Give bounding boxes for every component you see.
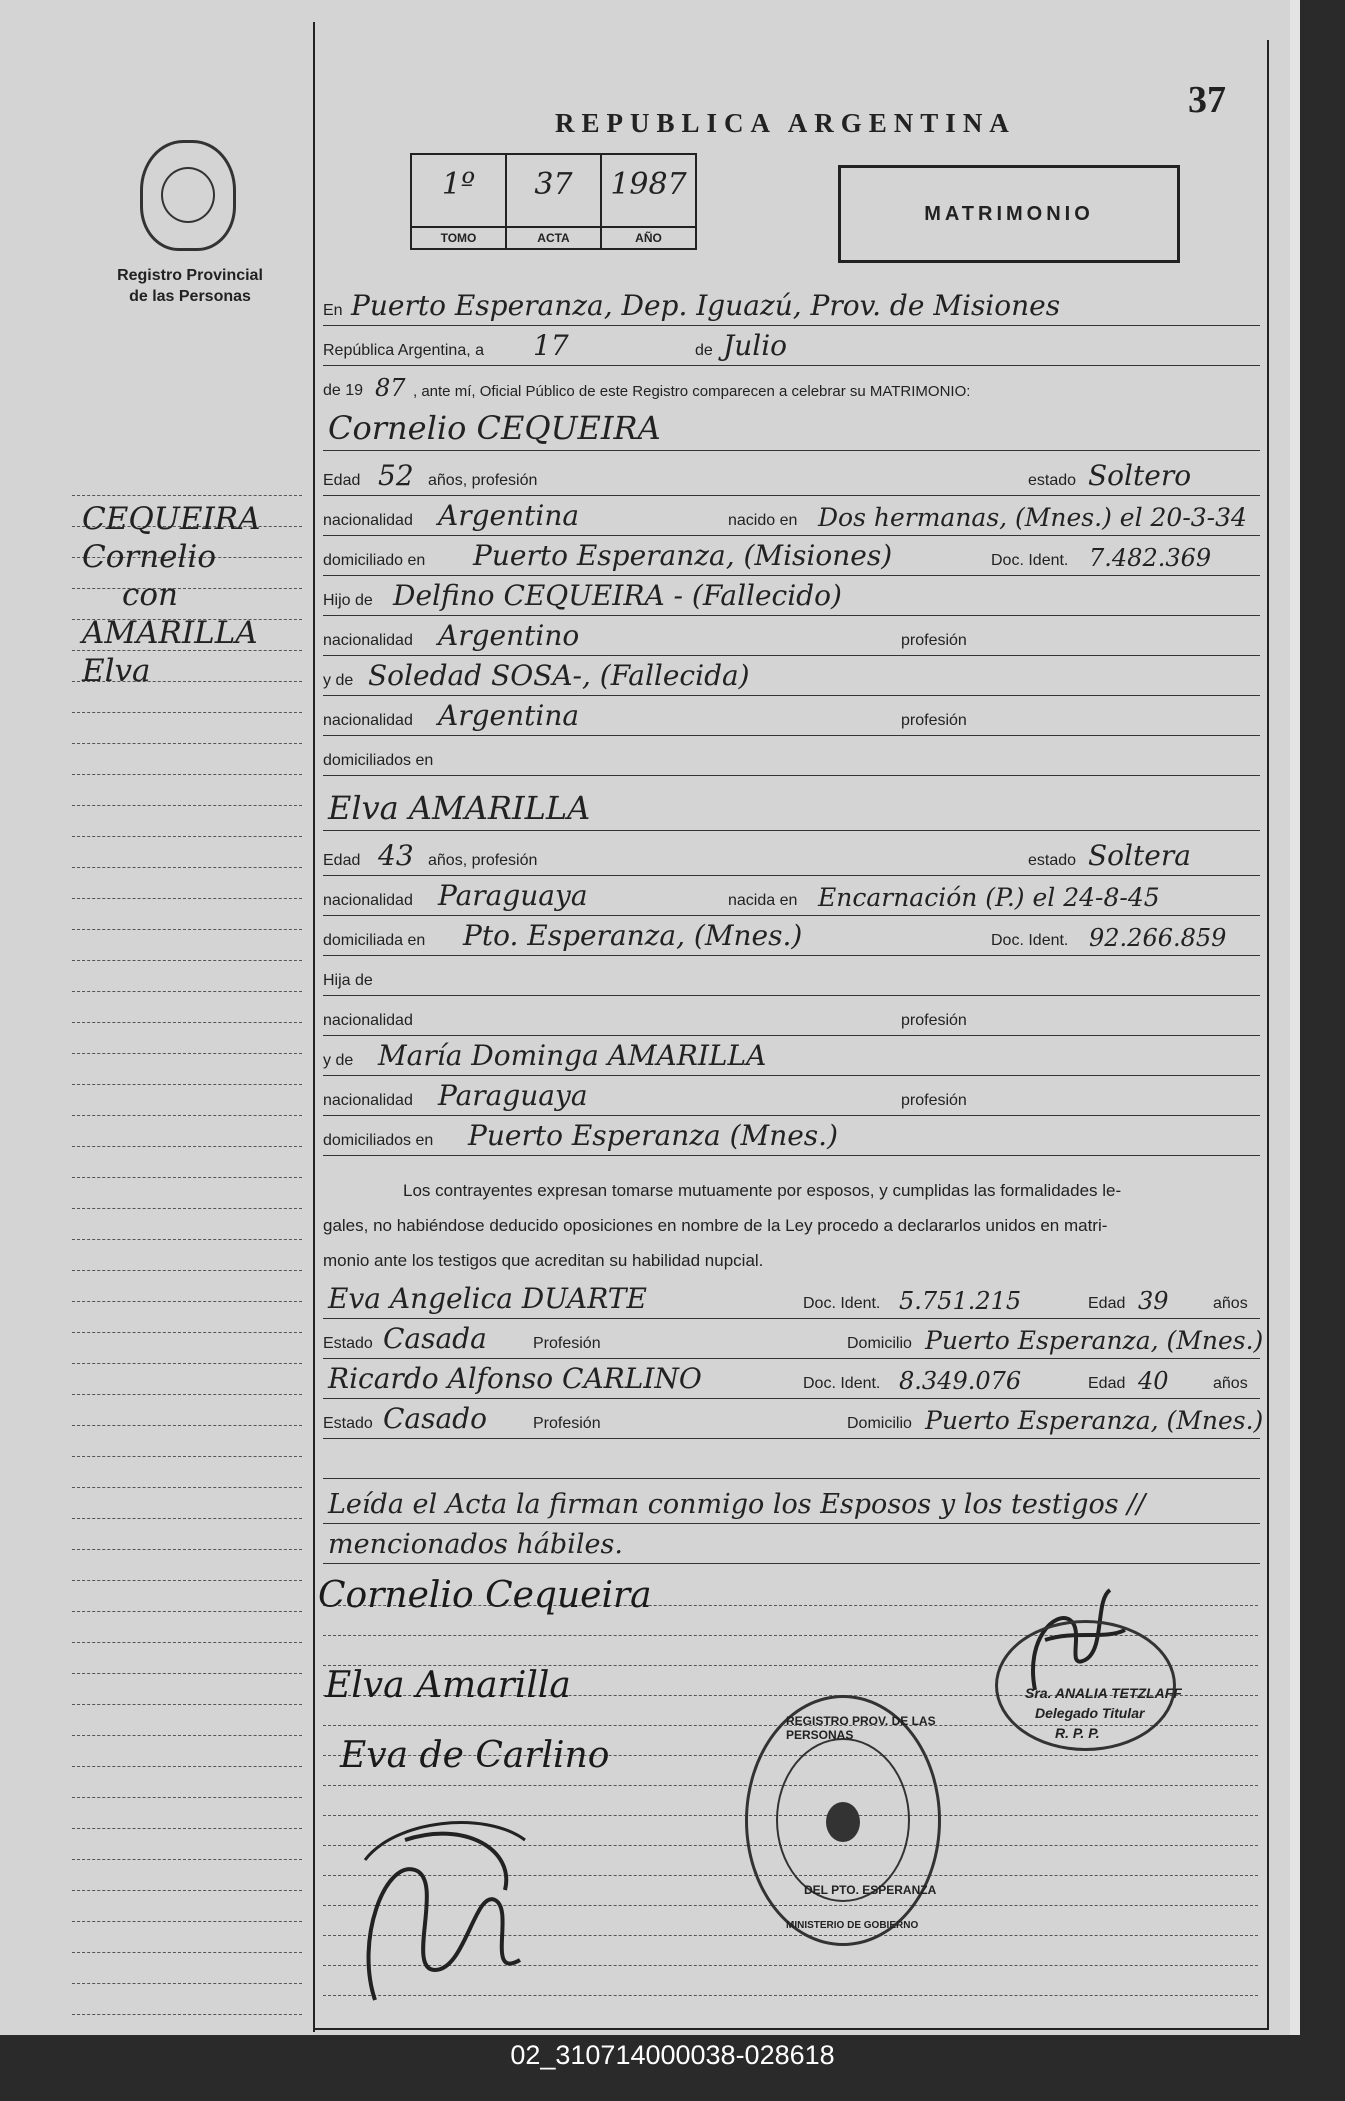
blank-row bbox=[323, 1438, 1260, 1479]
declaration-line: monio ante los testigos que acreditan su habilidad nupcial. bbox=[323, 1251, 764, 1270]
page-number: 37 bbox=[1188, 79, 1226, 121]
witness2-age: 40 bbox=[1138, 1367, 1169, 1395]
closing-line: Leída el Acta la firman conmigo los Esposos y los testigos // bbox=[328, 1489, 1146, 1520]
nacionalidad-label: nacionalidad bbox=[323, 712, 413, 729]
en-label: En bbox=[323, 302, 343, 319]
page-edge bbox=[1290, 0, 1300, 2035]
nacido-label: nacido en bbox=[728, 512, 798, 529]
margin-ruled-line bbox=[72, 1642, 302, 1643]
profesion-label: profesión bbox=[901, 1092, 967, 1109]
bride-domicile-row bbox=[323, 915, 1260, 956]
profesion-label: Profesión bbox=[533, 1415, 601, 1432]
ano-cell bbox=[602, 155, 695, 248]
witness1-domicile: Puerto Esperanza, (Mnes.) bbox=[925, 1326, 1264, 1355]
margin-ruled-line bbox=[72, 1394, 302, 1395]
witness2-detail-row bbox=[323, 1398, 1264, 1439]
margin-ruled-line bbox=[72, 495, 302, 496]
left-border-line bbox=[313, 22, 315, 2032]
groom-age-row bbox=[323, 455, 1260, 496]
margin-ruled-line bbox=[72, 1611, 302, 1612]
witness1-age: 39 bbox=[1138, 1287, 1169, 1315]
margin-ruled-line bbox=[72, 1270, 302, 1271]
estado-label: Estado bbox=[323, 1335, 373, 1352]
domicilio-label: domiciliado en bbox=[323, 552, 426, 569]
bride-nationality: Paraguaya bbox=[438, 879, 588, 912]
margin-ruled-line bbox=[72, 1952, 302, 1953]
margin-line: Elva bbox=[82, 653, 151, 689]
month-value: Julio bbox=[723, 329, 788, 362]
margin-ruled-line bbox=[72, 1115, 302, 1116]
ante-text: , ante mí, Oficial Público de este Registro comparecen a celebrar su MATRIMONIO: bbox=[413, 383, 971, 400]
declaration-line: Los contrayentes expresan tomarse mutuamente por esposos, y cumplidas las formalidades le- bbox=[403, 1181, 1122, 1200]
groom-mother-nat-row bbox=[323, 695, 1260, 736]
witness2-row bbox=[323, 1358, 1260, 1399]
tomo-cell bbox=[412, 155, 507, 248]
groom-name: Cornelio CEQUEIRA bbox=[328, 409, 661, 447]
margin-ruled-line bbox=[72, 836, 302, 837]
official-name: Sra. ANALIA TETZLAFF bbox=[1025, 1685, 1182, 1701]
domicilio-label: Domicilio bbox=[847, 1335, 912, 1352]
country-title: REPUBLICA ARGENTINA bbox=[555, 108, 1016, 138]
estado-label: Estado bbox=[323, 1415, 373, 1432]
hijo-label: Hijo de bbox=[323, 592, 373, 609]
coat-of-arms-icon bbox=[140, 140, 236, 251]
margin-ruled-line bbox=[72, 898, 302, 899]
groom-name-row bbox=[323, 405, 1260, 451]
nacionalidad-label: nacionalidad bbox=[323, 632, 413, 649]
margin-ruled-line bbox=[72, 1022, 302, 1023]
groom-estado: Soltero bbox=[1088, 459, 1192, 492]
nacionalidad-label: nacionalidad bbox=[323, 1012, 413, 1029]
witness1-estado: Casada bbox=[383, 1322, 487, 1355]
estado-label: estado bbox=[1028, 852, 1077, 869]
right-border-line bbox=[1267, 40, 1269, 2030]
y-de-label: y de bbox=[323, 1052, 354, 1069]
margin-ruled-line bbox=[72, 991, 302, 992]
margin-ruled-line bbox=[72, 1673, 302, 1674]
witness1-detail-row bbox=[323, 1318, 1264, 1359]
witness2-doc: 8.349.076 bbox=[899, 1367, 1022, 1395]
estado-label: estado bbox=[1028, 472, 1077, 489]
bride-name-row bbox=[323, 780, 1260, 831]
domicilio-label: Domicilio bbox=[847, 1415, 912, 1432]
edad-label: Edad bbox=[1088, 1295, 1126, 1312]
tomo-acta-ano-box bbox=[410, 153, 697, 250]
signature-witness: Eva de Carlino bbox=[340, 1735, 610, 1776]
hija-label: Hija de bbox=[323, 972, 373, 989]
margin-ruled-line bbox=[72, 1301, 302, 1302]
margin-ruled-line bbox=[72, 960, 302, 961]
bride-mother-nat-row bbox=[323, 1075, 1260, 1116]
bride-estado: Soltera bbox=[1088, 839, 1191, 872]
record-type-box: MATRIMONIO bbox=[838, 165, 1180, 263]
nacionalidad-label: nacionalidad bbox=[323, 892, 413, 909]
groom-father-nat-row bbox=[323, 615, 1260, 656]
margin-ruled-line bbox=[72, 1983, 302, 1984]
year-prefix: de 19 bbox=[323, 382, 364, 399]
groom-domicile: Puerto Esperanza, (Misiones) bbox=[473, 539, 893, 572]
doc-label: Doc. Ident. bbox=[803, 1375, 881, 1392]
margin-line: con bbox=[122, 577, 178, 613]
closing-row2 bbox=[323, 1523, 1260, 1564]
bride-age: 43 bbox=[378, 839, 414, 872]
margin-ruled-line bbox=[72, 1580, 302, 1581]
official-title: Delegado Titular bbox=[1035, 1705, 1145, 1721]
official-office: R. P. P. bbox=[1055, 1725, 1100, 1741]
groom-father-row bbox=[323, 575, 1260, 616]
anos-profesion-label: años, profesión bbox=[428, 472, 538, 489]
registry-line2: de las Personas bbox=[129, 288, 251, 305]
margin-ruled-line bbox=[72, 1518, 302, 1519]
edad-label: Edad bbox=[323, 472, 361, 489]
witness1-row bbox=[323, 1278, 1260, 1319]
doc-label: Doc. Ident. bbox=[991, 552, 1069, 569]
margin-ruled-line bbox=[72, 1735, 302, 1736]
domicilio-label: domiciliada en bbox=[323, 932, 426, 949]
margin-line: AMARILLA bbox=[82, 615, 258, 651]
stamp-inner-ring bbox=[776, 1738, 910, 1902]
margin-ruled-line bbox=[72, 1146, 302, 1147]
margin-ruled-line bbox=[72, 1549, 302, 1550]
margin-ruled-line bbox=[72, 1084, 302, 1085]
bride-domicile: Pto. Esperanza, (Mnes.) bbox=[463, 919, 803, 952]
tomo-value: 1º bbox=[441, 167, 476, 202]
witness2-estado: Casado bbox=[383, 1402, 487, 1435]
tomo-label: TOMO bbox=[412, 226, 505, 248]
year-suffix: 87 bbox=[375, 374, 406, 402]
margin-ruled-line bbox=[72, 1177, 302, 1178]
ano-value: 1987 bbox=[610, 167, 687, 202]
bottom-border-line bbox=[313, 2028, 1268, 2030]
edad-label: Edad bbox=[1088, 1375, 1126, 1392]
margin-ruled-line bbox=[72, 2014, 302, 2015]
acta-label: ACTA bbox=[507, 226, 600, 248]
margin-ruled-line bbox=[72, 1456, 302, 1457]
groom-father: Delfino CEQUEIRA - (Fallecido) bbox=[393, 579, 842, 612]
profesion-label: profesión bbox=[901, 712, 967, 729]
margin-ruled-line bbox=[72, 774, 302, 775]
edad-label: Edad bbox=[323, 852, 361, 869]
witness1-name: Eva Angelica DUARTE bbox=[328, 1282, 647, 1315]
bride-doc: 92.266.859 bbox=[1089, 924, 1227, 952]
bride-parents-domicile-row bbox=[323, 1115, 1260, 1156]
groom-nationality: Argentina bbox=[438, 499, 580, 532]
nacionalidad-label: nacionalidad bbox=[323, 512, 413, 529]
margin-ruled-line bbox=[72, 1921, 302, 1922]
margin-ruled-line bbox=[72, 1890, 302, 1891]
ano-label: AÑO bbox=[602, 226, 695, 248]
domiciliados-label: domiciliados en bbox=[323, 752, 434, 769]
bride-father-row bbox=[323, 955, 1260, 996]
y-de-label: y de bbox=[323, 672, 354, 689]
margin-note bbox=[82, 500, 261, 690]
bride-age-row bbox=[323, 835, 1260, 876]
nacionalidad-label: nacionalidad bbox=[323, 1092, 413, 1109]
nacida-label: nacida en bbox=[728, 892, 798, 909]
bride-mother-nat: Paraguaya bbox=[438, 1079, 588, 1112]
registry-stamp bbox=[745, 1695, 941, 1946]
margin-ruled-line bbox=[72, 1363, 302, 1364]
groom-father-nat: Argentino bbox=[438, 619, 580, 652]
bride-parents-domicile: Puerto Esperanza (Mnes.) bbox=[468, 1119, 838, 1152]
intro-year-row bbox=[323, 365, 1260, 405]
margin-ruled-line bbox=[72, 1828, 302, 1829]
declaration-line: gales, no habiéndose deducido oposiciones en nombre de la Ley procedo a declararlos unidos en matri- bbox=[323, 1216, 1108, 1235]
profesion-label: Profesión bbox=[533, 1335, 601, 1352]
margin-ruled-line bbox=[72, 1239, 302, 1240]
margin-ruled-line bbox=[72, 805, 302, 806]
groom-mother-row bbox=[323, 655, 1260, 696]
signature-groom: Cornelio Cequeira bbox=[318, 1575, 652, 1616]
witness1-doc: 5.751.215 bbox=[899, 1287, 1022, 1315]
stamp-bottom-text: DEL PTO. ESPERANZA bbox=[804, 1883, 937, 1897]
republica-label: República Argentina, a bbox=[323, 342, 484, 359]
stamp-top-text: REGISTRO PROV. DE LAS PERSONAS bbox=[786, 1714, 936, 1742]
domiciliados-label: domiciliados en bbox=[323, 1132, 434, 1149]
groom-mother: Soledad SOSA-, (Fallecida) bbox=[368, 659, 750, 692]
margin-line: CEQUEIRA bbox=[82, 501, 261, 537]
declaration-text bbox=[323, 1173, 1258, 1278]
registry-name bbox=[70, 265, 310, 307]
anos-label: años bbox=[1213, 1375, 1248, 1392]
margin-ruled-line bbox=[72, 1859, 302, 1860]
groom-age: 52 bbox=[378, 459, 414, 492]
witness2-domicile: Puerto Esperanza, (Mnes.) bbox=[925, 1406, 1264, 1435]
place-value: Puerto Esperanza, Dep. Iguazú, Prov. de Misiones bbox=[351, 289, 1061, 322]
margin-ruled-line bbox=[72, 1487, 302, 1488]
margin-ruled-line bbox=[72, 1766, 302, 1767]
groom-doc: 7.482.369 bbox=[1089, 544, 1212, 572]
margin-ruled-line bbox=[72, 712, 302, 713]
seal-icon bbox=[826, 1802, 860, 1842]
anos-label: años bbox=[1213, 1295, 1248, 1312]
profesion-label: profesión bbox=[901, 1012, 967, 1029]
official-signature bbox=[345, 1800, 545, 2020]
bride-name: Elva AMARILLA bbox=[328, 789, 591, 827]
margin-ruled-line bbox=[72, 1425, 302, 1426]
margin-ruled-line bbox=[72, 867, 302, 868]
closing-row1 bbox=[323, 1478, 1260, 1524]
doc-label: Doc. Ident. bbox=[991, 932, 1069, 949]
day-value: 17 bbox=[533, 329, 569, 362]
official-stamp bbox=[995, 1580, 1255, 1770]
intro-place-row bbox=[323, 285, 1260, 326]
groom-birthplace: Dos hermanas, (Mnes.) el 20-3-34 bbox=[818, 503, 1247, 532]
margin-ruled-line bbox=[72, 1208, 302, 1209]
bride-father-nat-row bbox=[323, 995, 1260, 1036]
profesion-label: profesión bbox=[901, 632, 967, 649]
margin-ruled-line bbox=[72, 929, 302, 930]
margin-ruled-line bbox=[72, 743, 302, 744]
bride-nationality-row bbox=[323, 875, 1260, 916]
groom-mother-nat: Argentina bbox=[438, 699, 580, 732]
margin-ruled-line bbox=[72, 1053, 302, 1054]
groom-nationality-row bbox=[323, 495, 1260, 536]
margin-ruled-line bbox=[72, 1332, 302, 1333]
registry-line1: Registro Provincial bbox=[117, 267, 263, 284]
margin-ruled-line bbox=[72, 1704, 302, 1705]
de-label: de bbox=[695, 342, 713, 359]
stamp-rim-text: MINISTERIO DE GOBIERNO bbox=[786, 1920, 919, 1931]
margin-ruled-line bbox=[72, 1797, 302, 1798]
intro-date-row bbox=[323, 325, 1260, 366]
groom-domicile-row bbox=[323, 535, 1260, 576]
closing-line: mencionados hábiles. bbox=[328, 1529, 623, 1560]
signature-bride: Elva Amarilla bbox=[325, 1665, 571, 1706]
bride-mother-row bbox=[323, 1035, 1260, 1076]
witness2-name: Ricardo Alfonso CARLINO bbox=[328, 1362, 702, 1395]
bride-mother: María Dominga AMARILLA bbox=[378, 1039, 767, 1072]
acta-value: 37 bbox=[534, 167, 573, 202]
bride-birthplace: Encarnación (P.) el 24-8-45 bbox=[818, 883, 1160, 912]
margin-line: Cornelio bbox=[82, 539, 217, 575]
doc-label: Doc. Ident. bbox=[803, 1295, 881, 1312]
anos-profesion-label: años, profesión bbox=[428, 852, 538, 869]
acta-cell bbox=[507, 155, 602, 248]
footer-id: 02_310714000038-028618 bbox=[510, 2040, 835, 2070]
groom-parents-domicile-row bbox=[323, 735, 1260, 776]
